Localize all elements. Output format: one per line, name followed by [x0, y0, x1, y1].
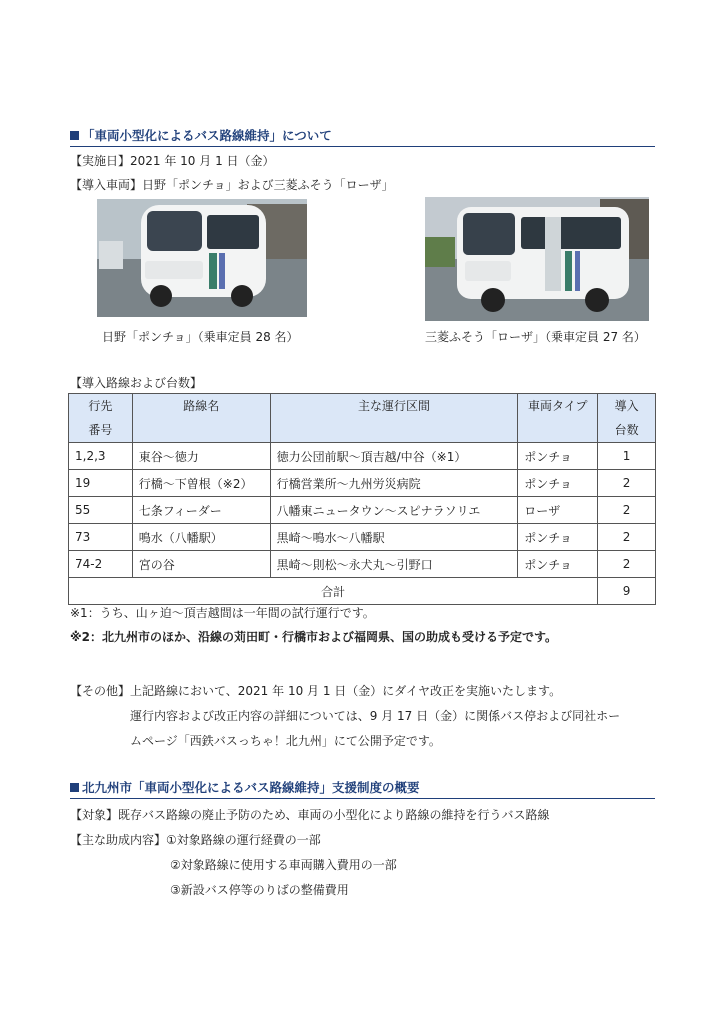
cell-section: 行橋営業所～九州労災病院: [270, 470, 518, 497]
cell-section: 黒崎～鳴水～八幡駅: [270, 524, 518, 551]
table-row: [69, 524, 656, 551]
total-label: 合計: [69, 578, 598, 605]
cell-route-no: 74-2: [69, 551, 133, 578]
rosa-bus-image: [425, 197, 649, 321]
cell-route-no: 19: [69, 470, 133, 497]
note1: ※1：うち、山ヶ迫～頂吉越間は一年間の試行運行です。: [70, 606, 375, 620]
cell-route-no: 55: [69, 497, 133, 524]
poncho-bus-image: [97, 199, 307, 317]
header-section: 主な運行区間: [270, 394, 518, 443]
aid-item: ②対象路線に使用する車両購入費用の一部: [170, 858, 397, 872]
square-bullet-icon: [70, 131, 79, 140]
cell-count: 2: [598, 524, 656, 551]
header-vehicle-type: 車両タイプ: [518, 394, 598, 443]
aid-item: ①対象路線の運行経費の一部: [166, 833, 321, 847]
cell-section: 徳力公団前駅～頂吉越/中谷（※1）: [270, 443, 518, 470]
date-line: 【実施日】2021 年 10 月 1 日（金）: [70, 154, 275, 168]
table-total-row: [69, 578, 656, 605]
vehicles-line: 【導入車両】日野「ポンチョ」および三菱ふそう「ローザ」: [70, 178, 394, 192]
cell-route-name: 鳴水（八幡駅）: [132, 524, 270, 551]
routes-table: [68, 393, 656, 605]
rosa-caption: 三菱ふそう「ローザ」（乗車定員 27 名）: [425, 330, 646, 344]
cell-count: 2: [598, 551, 656, 578]
aid-item: ③新設バス停等のりばの整備費用: [170, 883, 349, 897]
other-line3: ムページ「西鉄バスっちゃ！北九州」にて公開予定です。: [130, 734, 441, 748]
section1-title: 「車両小型化によるバス路線維持」について: [70, 126, 655, 147]
poncho-caption: 日野「ポンチョ」（乗車定員 28 名）: [102, 330, 299, 344]
other-line1: 【その他】上記路線において、2021 年 10 月 1 日（金）にダイヤ改正を実施いたします。: [70, 684, 562, 698]
header-route-no: 行先 番号: [69, 394, 133, 443]
table-row: [69, 443, 656, 470]
other-line2: 運行内容および改正内容の詳細については、9 月 17 日（金）に関係バス停および同社ホー: [130, 709, 621, 723]
cell-route-name: 東谷～徳力: [132, 443, 270, 470]
header-route-name: 路線名: [132, 394, 270, 443]
target-line: 【対象】既存バス路線の廃止予防のため、車両の小型化により路線の維持を行うバス路線: [70, 808, 550, 822]
table-row: [69, 497, 656, 524]
rosa-bus-photo: [425, 197, 649, 321]
aid-label: 【主な助成内容】: [70, 833, 167, 847]
cell-vehicle-type: ローザ: [518, 497, 598, 524]
cell-vehicle-type: ポンチョ: [518, 551, 598, 578]
note2: ※2：北九州市のほか、沿線の苅田町・行橋市および福岡県、国の助成も受ける予定です。: [70, 630, 558, 644]
aid-line: [70, 831, 321, 848]
cell-route-name: 宮の谷: [132, 551, 270, 578]
cell-route-no: 73: [69, 524, 133, 551]
table-row: [69, 551, 656, 578]
cell-vehicle-type: ポンチョ: [518, 470, 598, 497]
table-title: 【導入路線および台数】: [70, 376, 203, 390]
cell-route-no: 1,2,3: [69, 443, 133, 470]
cell-vehicle-type: ポンチョ: [518, 524, 598, 551]
square-bullet-icon: [70, 783, 79, 792]
cell-count: 2: [598, 497, 656, 524]
cell-count: 1: [598, 443, 656, 470]
cell-section: 八幡東ニュータウン～スピナラソリエ: [270, 497, 518, 524]
cell-section: 黒崎～則松～永犬丸～引野口: [270, 551, 518, 578]
section2-title: 北九州市「車両小型化によるバス路線維持」支援制度の概要: [70, 778, 655, 799]
cell-route-name: 行橋～下曽根（※2）: [132, 470, 270, 497]
total-value: 9: [598, 578, 656, 605]
cell-count: 2: [598, 470, 656, 497]
table-row: [69, 470, 656, 497]
poncho-bus-photo: [97, 199, 307, 317]
other-label: 【その他】: [70, 684, 131, 698]
cell-route-name: 七条フィーダー: [132, 497, 270, 524]
header-count: 導入 台数: [598, 394, 656, 443]
table-header-row: [69, 394, 656, 443]
cell-vehicle-type: ポンチョ: [518, 443, 598, 470]
